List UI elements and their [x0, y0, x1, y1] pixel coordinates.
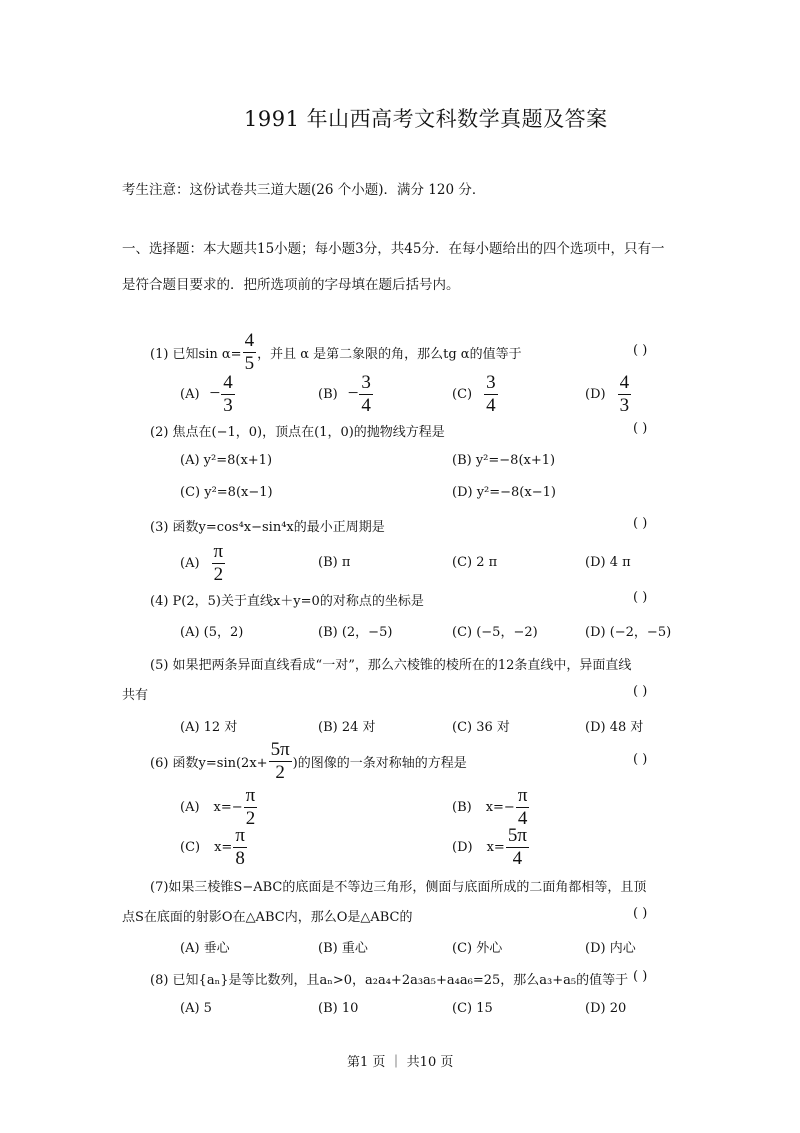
q6-post: )的图像的一条对称轴的方程是 — [292, 755, 467, 771]
q8-option-a[interactable]: (A) 5 — [180, 1001, 212, 1016]
q1-d-num: 4 — [619, 372, 630, 393]
q8-option-b[interactable]: (B) 10 — [318, 1001, 359, 1016]
q1-c-fraction — [484, 373, 498, 416]
q6-d-num: 5π — [507, 825, 527, 846]
q6-answer-paren[interactable]: ( ) — [633, 752, 648, 767]
q6-option-c[interactable] — [180, 826, 248, 869]
q1-b-label: (B) — [318, 386, 338, 402]
q4-option-c[interactable]: (C) (−5，−2) — [452, 625, 538, 640]
question-4: (4) P(2，5)关于直线x＋y=0的对称点的坐标是 — [150, 594, 424, 609]
q6-b-num: π — [517, 785, 528, 806]
question-5-line1: (5) 如果把两条异面直线看成“一对”，那么六棱锥的棱所在的12条直线中，异面直线 — [150, 658, 632, 673]
q1-b-fraction — [359, 373, 373, 416]
question-8: (8) 已知{aₙ}是等比数列，且aₙ>0，a₂a₄+2a₃a₅+a₄a₆=25，那么a₃+a₅的值等于 — [150, 973, 629, 988]
q1-pre: (1) 已知sin α= — [150, 346, 242, 362]
q1-a-sign: − — [209, 383, 221, 405]
q1-c-den: 4 — [486, 394, 496, 416]
q6-a-pre: x=− — [213, 799, 243, 815]
q6-frac-den: 2 — [275, 761, 285, 783]
q1-b-sign: − — [347, 383, 359, 405]
q7-option-c[interactable]: (C) 外心 — [452, 941, 503, 956]
q2-option-a[interactable]: (A) y²=8(x+1) — [180, 453, 273, 468]
q1-d-fraction — [618, 373, 632, 416]
exam-notice: 考生注意：这份试卷共三道大题(26 个小题)．满分 120 分． — [122, 182, 486, 198]
q6-b-pre: x=− — [485, 799, 515, 815]
q6-d-fraction — [506, 826, 529, 869]
q6-b-fraction — [516, 786, 530, 829]
q6-d-den: 4 — [512, 847, 523, 869]
q6-c-num: π — [235, 825, 245, 846]
q6-c-label: (C) — [180, 839, 201, 855]
q6-frac-num: 5π — [270, 739, 290, 760]
q6-b-label: (B) — [452, 799, 472, 815]
q3-answer-paren[interactable]: ( ) — [633, 516, 648, 531]
q6-c-fraction — [233, 826, 247, 869]
q3-option-a[interactable] — [180, 542, 226, 585]
q2-option-c[interactable]: (C) y²=8(x−1) — [180, 485, 273, 500]
q6-a-label: (A) — [180, 799, 200, 815]
q6-option-b[interactable] — [452, 786, 530, 829]
q3-a-num: π — [213, 541, 224, 562]
q8-option-c[interactable]: (C) 15 — [452, 1001, 493, 1016]
page-footer: 第1 页 ｜ 共10 页 — [347, 1055, 454, 1070]
q4-answer-paren[interactable]: ( ) — [633, 590, 648, 605]
q1-frac-num: 4 — [244, 330, 255, 351]
q1-fraction — [243, 331, 257, 374]
q1-a-fraction — [221, 373, 235, 416]
question-6 — [150, 740, 467, 783]
q1-c-label: (C) — [452, 386, 473, 402]
q8-answer-paren[interactable]: ( ) — [633, 969, 648, 984]
q3-option-b[interactable]: (B) π — [318, 555, 351, 570]
q1-option-d[interactable] — [585, 373, 632, 416]
q1-c-num: 3 — [486, 372, 496, 393]
q6-pre: (6) 函数y=sin(2x+ — [150, 755, 268, 771]
q6-b-den: 4 — [517, 807, 528, 829]
q1-a-label: (A) — [180, 386, 200, 402]
q1-answer-paren[interactable]: ( ) — [633, 343, 648, 358]
question-1 — [150, 331, 522, 374]
q2-option-b[interactable]: (B) y²=−8(x+1) — [452, 453, 556, 468]
q3-option-c[interactable]: (C) 2 π — [452, 555, 498, 570]
q3-a-den: 2 — [213, 563, 224, 585]
q1-option-c[interactable] — [452, 373, 499, 416]
q6-c-pre: x= — [214, 839, 233, 855]
q1-d-den: 3 — [619, 394, 630, 416]
q4-option-d[interactable]: (D) (−2，−5) — [585, 625, 672, 640]
question-7-line1: (7)如果三棱锥S−ABC的底面是不等边三角形，侧面与底面所成的二面角都相等，且顶 — [150, 880, 647, 895]
q8-option-d[interactable]: (D) 20 — [585, 1001, 627, 1016]
section-1-intro-line2: 是符合题目要求的．把所选项前的字母填在题后括号内。 — [122, 277, 460, 293]
q1-a-den: 3 — [223, 394, 233, 416]
q5-option-c[interactable]: (C) 36 对 — [452, 720, 510, 735]
page-title: 1991 年山西高考文科数学真题及答案 — [244, 107, 608, 131]
q5-option-b[interactable]: (B) 24 对 — [318, 720, 376, 735]
q1-frac-den: 5 — [244, 352, 255, 374]
q6-d-pre: x= — [486, 839, 505, 855]
q2-answer-paren[interactable]: ( ) — [633, 421, 648, 436]
q6-c-den: 8 — [235, 847, 245, 869]
q6-a-num: π — [245, 785, 256, 806]
q2-option-d[interactable]: (D) y²=−8(x−1) — [452, 485, 556, 500]
question-3: (3) 函数y=cos⁴x−sin⁴x的最小正周期是 — [150, 520, 385, 535]
q3-option-d[interactable]: (D) 4 π — [585, 555, 631, 570]
q5-answer-paren[interactable]: ( ) — [633, 684, 648, 699]
q1-option-a[interactable] — [180, 373, 236, 416]
q7-option-b[interactable]: (B) 重心 — [318, 941, 368, 956]
q1-b-num: 3 — [361, 372, 371, 393]
q6-option-a[interactable] — [180, 786, 258, 829]
q6-option-d[interactable] — [452, 826, 530, 869]
q1-a-num: 4 — [223, 372, 233, 393]
q4-option-a[interactable]: (A) (5，2) — [180, 625, 244, 640]
q4-option-b[interactable]: (B) (2，−5) — [318, 625, 393, 640]
q1-post: ，并且 α 是第二象限的角，那么tg α的值等于 — [257, 346, 522, 362]
q5-option-a[interactable]: (A) 12 对 — [180, 720, 238, 735]
question-5-line2: 共有 — [122, 688, 149, 703]
q7-answer-paren[interactable]: ( ) — [633, 906, 648, 921]
q1-d-label: (D) — [585, 386, 606, 402]
q7-option-d[interactable]: (D) 内心 — [585, 941, 636, 956]
q6-a-den: 2 — [245, 807, 256, 829]
section-1-intro-line1: 一、选择题：本大题共15小题；每小题3分，共45分．在每小题给出的四个选项中，只有一 — [122, 241, 665, 257]
q6-d-label: (D) — [452, 839, 473, 855]
q6-fraction — [269, 740, 292, 783]
question-7-line2: 点S在底面的射影O在△ABC内，那么O是△ABC的 — [122, 910, 413, 925]
question-2: (2) 焦点在(−1，0)，顶点在(1，0)的抛物线方程是 — [150, 425, 445, 440]
q1-option-b[interactable] — [318, 373, 374, 416]
q1-b-den: 4 — [361, 394, 371, 416]
q3-a-fraction — [212, 542, 226, 585]
q7-option-a[interactable]: (A) 垂心 — [180, 941, 230, 956]
q3-a-label: (A) — [180, 555, 200, 571]
q5-option-d[interactable]: (D) 48 对 — [585, 720, 644, 735]
q6-a-fraction — [244, 786, 258, 829]
